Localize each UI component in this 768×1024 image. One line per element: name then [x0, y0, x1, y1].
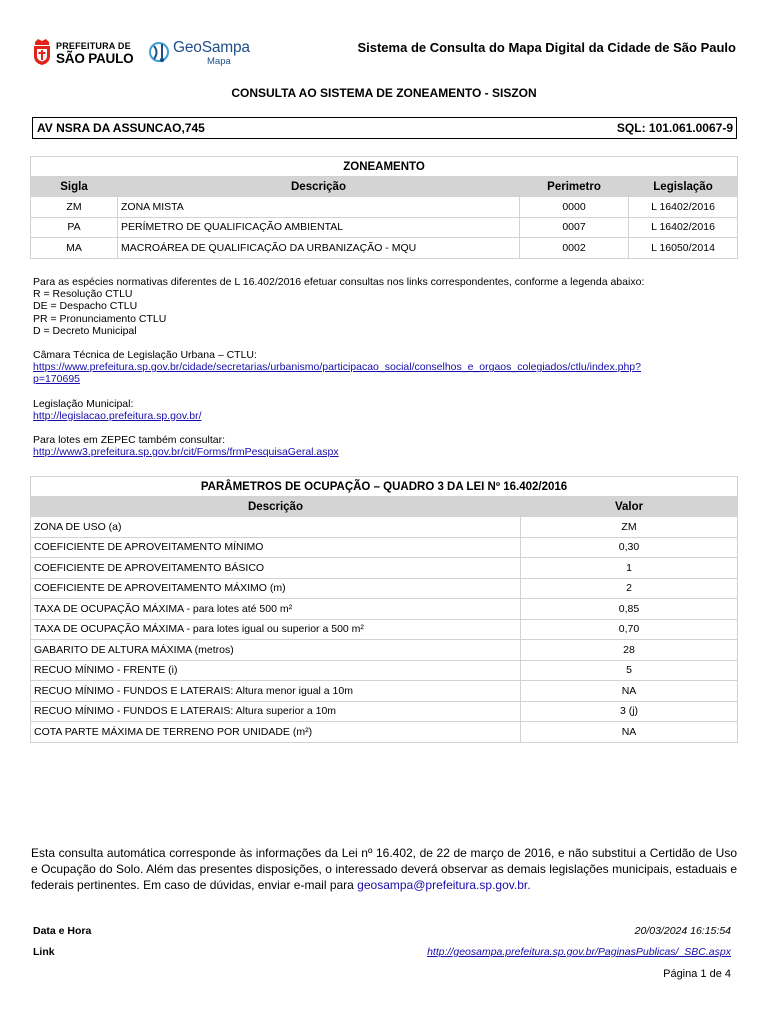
- table-row: [31, 701, 738, 722]
- geosampa-logo: [148, 36, 258, 68]
- column-header-descricao: Descrição: [118, 177, 520, 197]
- perimetro-cell: 0007: [520, 217, 629, 238]
- param-description: ZONA DE USO (a): [31, 517, 521, 538]
- page-title: CONSULTA AO SISTEMA DE ZONEAMENTO - SISZON: [231, 86, 537, 100]
- document-header: [32, 36, 736, 72]
- param-value: 28: [521, 640, 738, 661]
- param-description: COEFICIENTE DE APROVEITAMENTO MÍNIMO: [31, 537, 521, 558]
- link-label: Link: [33, 946, 55, 958]
- ctlu-link[interactable]: [33, 361, 723, 385]
- param-value: NA: [521, 681, 738, 702]
- address-street: AV NSRA DA ASSUNCAO,745: [37, 121, 205, 135]
- column-header-perimetro: Perimetro: [520, 177, 629, 197]
- page-link[interactable]: http://geosampa.prefeitura.sp.gov.br/PaginasPublicas/_SBC.aspx: [427, 946, 731, 958]
- perimetro-cell: 0000: [520, 197, 629, 218]
- prefeitura-sao-paulo-logo: [32, 38, 134, 66]
- geosampa-subtitle: Mapa: [207, 56, 231, 67]
- sao-paulo-label: SÃO PAULO: [56, 51, 134, 66]
- descricao-cell: MACROÁREA DE QUALIFICAÇÃO DA URBANIZAÇÃO - MQU: [118, 238, 520, 259]
- param-value: 1: [521, 558, 738, 579]
- parameters-table: [30, 476, 738, 743]
- legislacao-cell: L 16402/2016: [629, 217, 738, 238]
- table-row: [31, 619, 738, 640]
- legislacao-cell: L 16402/2016: [629, 197, 738, 218]
- datetime-label: Data e Hora: [33, 925, 92, 937]
- zoning-caption: ZONEAMENTO: [31, 157, 738, 177]
- legend-item: DE = Despacho CTLU: [33, 300, 138, 313]
- parameters-caption: PARÂMETROS DE OCUPAÇÃO – QUADRO 3 DA LEI Nº 16.402/2016: [31, 477, 738, 497]
- geosampa-name: GeoSampa: [173, 39, 250, 56]
- param-value: 0,85: [521, 599, 738, 620]
- table-row: [31, 558, 738, 579]
- zepec-label: Para lotes em ZEPEC também consultar:: [33, 434, 225, 447]
- column-header-sigla: Sigla: [31, 177, 118, 197]
- disclaimer-body: Esta consulta automática corresponde às informações da Lei nº 16.402, de 22 de março de 2016, e não substitui a Certidão de Uso e Ocupação do Solo. Além das presentes disposições, o interessado deverá observar as demais legislações municipais, estaduais e federais pertinentes. Em caso de dúvidas, enviar e-mail para: [31, 846, 737, 892]
- legend-item: PR = Pronunciamento CTLU: [33, 312, 167, 325]
- table-row: [31, 599, 738, 620]
- column-header-descricao: Descrição: [31, 497, 521, 517]
- table-row: [31, 217, 738, 238]
- param-description: GABARITO DE ALTURA MÁXIMA (metros): [31, 640, 521, 661]
- legislacao-cell: L 16050/2014: [629, 238, 738, 259]
- descricao-cell: ZONA MISTA: [118, 197, 520, 218]
- page-number: Página 1 de 4: [663, 968, 731, 980]
- param-description: COEFICIENTE DE APROVEITAMENTO MÁXIMO (m): [31, 578, 521, 599]
- column-header-valor: Valor: [521, 497, 738, 517]
- ctlu-link-line1: https://www.prefeitura.sp.gov.br/cidade/secretarias/urbanismo/participacao_social/conselhos_e_orgaos_colegiados/ctlu/index.php?: [33, 361, 641, 374]
- prefeitura-label: PREFEITURA DE: [56, 41, 131, 51]
- param-value: ZM: [521, 517, 738, 538]
- table-row: [31, 640, 738, 661]
- sql-number: SQL: 101.061.0067-9: [616, 121, 733, 135]
- sigla-cell: MA: [31, 238, 118, 259]
- zepec-link[interactable]: http://www3.prefeitura.sp.gov.br/cit/Forms/frmPesquisaGeral.aspx: [33, 446, 339, 459]
- param-description: RECUO MÍNIMO - FRENTE (i): [31, 660, 521, 681]
- table-row: [31, 578, 738, 599]
- sigla-cell: ZM: [31, 197, 118, 218]
- table-row: [31, 197, 738, 218]
- descricao-cell: PERÍMETRO DE QUALIFICAÇÃO AMBIENTAL: [118, 217, 520, 238]
- table-row: [31, 681, 738, 702]
- param-value: 0,30: [521, 537, 738, 558]
- perimetro-cell: 0002: [520, 238, 629, 259]
- param-description: TAXA DE OCUPAÇÃO MÁXIMA - para lotes até 500 m²: [31, 599, 521, 620]
- ctlu-link-line2: p=170695: [33, 373, 81, 386]
- notes-intro: Para as espécies normativas diferentes de L 16.402/2016 efetuar consultas nos links correspondentes, conforme a legenda abaixo:: [33, 276, 645, 288]
- sigla-cell: PA: [31, 217, 118, 238]
- datetime-value: 20/03/2024 16:15:54: [634, 925, 731, 937]
- table-row: [31, 722, 738, 743]
- param-description: COEFICIENTE DE APROVEITAMENTO BÁSICO: [31, 558, 521, 579]
- param-value: 2: [521, 578, 738, 599]
- param-value: 5: [521, 660, 738, 681]
- param-value: 3 (j): [521, 701, 738, 722]
- address-bar: [32, 117, 737, 139]
- zoning-table: [30, 156, 738, 259]
- param-description: RECUO MÍNIMO - FUNDOS E LATERAIS: Altura superior a 10m: [31, 701, 521, 722]
- legend-item: R = Resolução CTLU: [33, 288, 133, 301]
- legislacao-link[interactable]: http://legislacao.prefeitura.sp.gov.br/: [33, 409, 202, 422]
- param-description: RECUO MÍNIMO - FUNDOS E LATERAIS: Altura menor igual a 10m: [31, 681, 521, 702]
- legislacao-label: Legislação Municipal:: [33, 397, 134, 410]
- sao-paulo-crest-icon: [32, 38, 52, 66]
- legend-item: D = Decreto Municipal: [33, 324, 137, 337]
- table-row: [31, 238, 738, 259]
- ctlu-label: Câmara Técnica de Legislação Urbana – CTLU:: [33, 349, 257, 362]
- legislation-notes: [33, 276, 723, 470]
- column-header-legislacao: Legislação: [629, 177, 738, 197]
- param-value: NA: [521, 722, 738, 743]
- param-description: COTA PARTE MÁXIMA DE TERRENO POR UNIDADE (m²): [31, 722, 521, 743]
- table-row: [31, 537, 738, 558]
- contact-email-link[interactable]: geosampa@prefeitura.sp.gov.br.: [357, 878, 531, 892]
- geosampa-globe-icon: [148, 38, 170, 66]
- table-row: [31, 660, 738, 681]
- disclaimer-text: [31, 845, 737, 893]
- table-row: [31, 517, 738, 538]
- system-title: Sistema de Consulta do Mapa Digital da Cidade de São Paulo: [357, 40, 736, 55]
- param-value: 0,70: [521, 619, 738, 640]
- param-description: TAXA DE OCUPAÇÃO MÁXIMA - para lotes igual ou superior a 500 m²: [31, 619, 521, 640]
